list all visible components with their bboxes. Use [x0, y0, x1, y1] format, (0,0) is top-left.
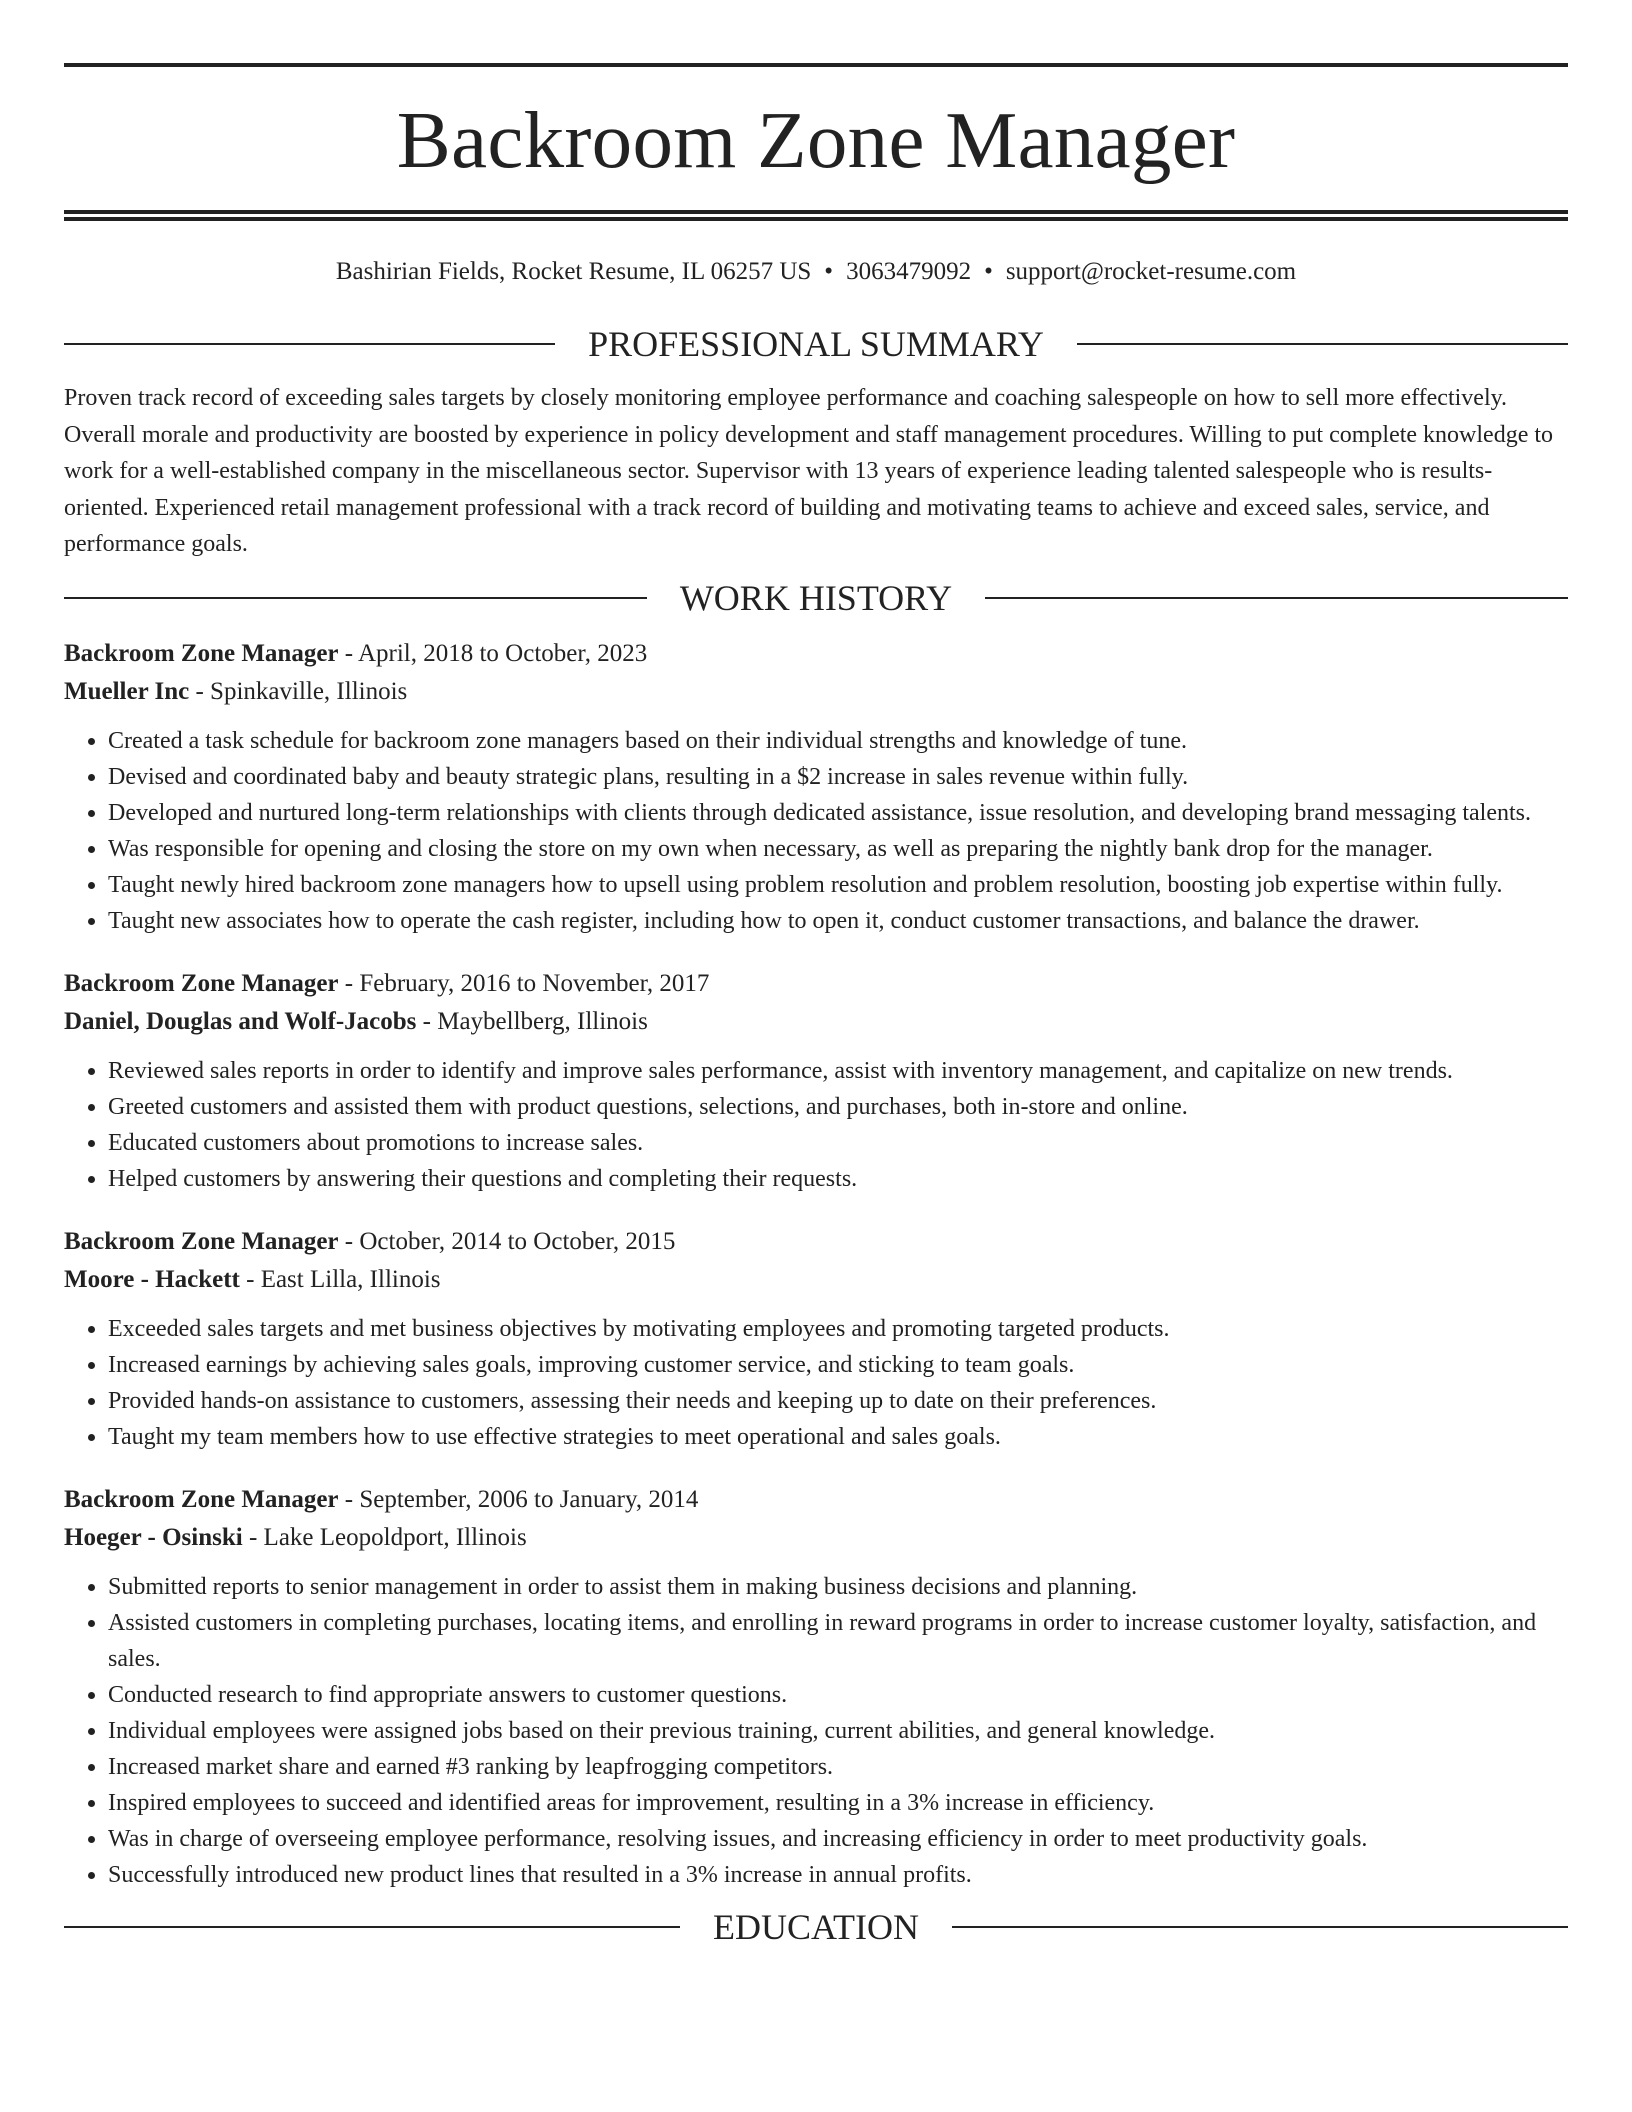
- job-bullet: • Educated customers about promotions to increase sales.: [108, 1125, 1568, 1161]
- job-company-line: Hoeger - Osinski - Lake Leopoldport, Illinois: [64, 1523, 527, 1551]
- job-bullet: • Reviewed sales reports in order to identify and improve sales performance, assist with inventory management, and capitalize on new trends.: [108, 1053, 1568, 1089]
- section-title-summary: PROFESSIONAL SUMMARY: [588, 324, 1044, 364]
- job-bullet: • Helped customers by answering their questions and completing their requests.: [108, 1161, 1568, 1197]
- job-role: Backroom Zone Manager: [64, 1227, 339, 1255]
- job-title-line: Backroom Zone Manager - February, 2016 to November, 2017: [64, 969, 710, 997]
- job-role: Backroom Zone Manager: [64, 969, 339, 997]
- job-bullet: • Conducted research to find appropriate answers to customer questions.: [108, 1677, 1568, 1713]
- section-header-summary: [64, 326, 1568, 362]
- job-bullet: • Inspired employees to succeed and identified areas for improvement, resulting in a 3% increase in efficiency.: [108, 1785, 1568, 1821]
- job-bullet: • Was in charge of overseeing employee performance, resolving issues, and increasing efficiency in order to meet productivity goals.: [108, 1821, 1568, 1857]
- job-bullet: • Greeted customers and assisted them with product questions, selections, and purchases, both in-store and online.: [108, 1089, 1568, 1125]
- contact-phone: 3063479092: [846, 258, 972, 285]
- section-rule-left: [64, 1926, 680, 1928]
- section-rule-left: [64, 343, 555, 345]
- job-entry: [64, 635, 1568, 939]
- job-entry: [64, 965, 1568, 1197]
- section-rule-right: [1077, 343, 1568, 345]
- contact-separator: •: [984, 258, 993, 285]
- job-company-line: Moore - Hackett - East Lilla, Illinois: [64, 1265, 441, 1293]
- resume-title: Backroom Zone Manager: [396, 95, 1236, 185]
- section-header-work: [64, 577, 1568, 618]
- title-double-rule: [64, 210, 1568, 221]
- job-bullet: • Devised and coordinated baby and beauty strategic plans, resulting in a $2 increase in sales revenue within fully.: [108, 759, 1568, 795]
- job-title-line: Backroom Zone Manager - October, 2014 to October, 2015: [64, 1227, 676, 1255]
- section-rule-right: [985, 597, 1568, 599]
- job-bullet-list: [64, 1311, 1568, 1455]
- job-bullet: • Taught new associates how to operate the cash register, including how to open it, conduct customer transactions, and balance the drawer.: [108, 903, 1568, 939]
- section-title-work: WORK HISTORY: [679, 577, 953, 618]
- contact-line: [64, 259, 1568, 284]
- job-location: Maybellberg, Illinois: [437, 1007, 648, 1035]
- job-entry: [64, 1223, 1568, 1455]
- job-title-line: Backroom Zone Manager - April, 2018 to October, 2023: [64, 639, 648, 667]
- job-bullet-list: [64, 723, 1568, 939]
- job-company: Daniel, Douglas and Wolf-Jacobs: [64, 1007, 417, 1035]
- job-dates: April, 2018 to October, 2023: [357, 639, 648, 667]
- job-bullet: • Exceeded sales targets and met business objectives by motivating employees and promoting targeted products.: [108, 1311, 1568, 1347]
- job-bullet-list: [64, 1053, 1568, 1197]
- job-role: Backroom Zone Manager: [64, 1485, 339, 1513]
- section-rule-left: [64, 597, 647, 599]
- job-bullet: • Individual employees were assigned jobs based on their previous training, current abilities, and general knowledge.: [108, 1713, 1568, 1749]
- job-bullet: • Provided hands-on assistance to customers, assessing their needs and keeping up to date on their preferences.: [108, 1383, 1568, 1419]
- top-rule: [64, 63, 1568, 67]
- job-location: Lake Leopoldport, Illinois: [263, 1523, 527, 1551]
- job-bullet: • Taught newly hired backroom zone managers how to upsell using problem resolution and problem resolution, boosting job expertise within fully.: [108, 867, 1568, 903]
- job-dates: October, 2014 to October, 2015: [359, 1227, 676, 1255]
- job-company: Moore - Hackett: [64, 1265, 240, 1293]
- section-rule-right: [952, 1926, 1568, 1928]
- job-company-line: Daniel, Douglas and Wolf-Jacobs - Maybellberg, Illinois: [64, 1007, 648, 1035]
- job-company: Mueller Inc: [64, 677, 190, 705]
- job-bullet: • Increased earnings by achieving sales goals, improving customer service, and sticking to team goals.: [108, 1347, 1568, 1383]
- job-entry: [64, 1481, 1568, 1893]
- contact-address: Bashirian Fields, Rocket Resume, IL 06257 US: [335, 258, 812, 285]
- job-location: East Lilla, Illinois: [260, 1265, 441, 1293]
- job-company: Hoeger - Osinski: [64, 1523, 243, 1551]
- job-location: Spinkaville, Illinois: [210, 677, 408, 705]
- job-bullet: • Developed and nurtured long-term relationships with clients through dedicated assistance, issue resolution, and developing brand messaging talents.: [108, 795, 1568, 831]
- job-bullet-list: [64, 1569, 1568, 1893]
- work-history-list: [64, 635, 1568, 1893]
- section-title-education: EDUCATION: [713, 1906, 919, 1947]
- contact-separator: •: [824, 258, 834, 285]
- job-bullet: • Submitted reports to senior management in order to assist them in making business decisions and planning.: [108, 1569, 1568, 1605]
- contact-email: support@rocket-resume.com: [1005, 258, 1297, 285]
- job-bullet: • Successfully introduced new product lines that resulted in a 3% increase in annual profits.: [108, 1857, 1568, 1893]
- job-role: Backroom Zone Manager: [64, 639, 339, 667]
- job-title-line: Backroom Zone Manager - September, 2006 to January, 2014: [64, 1485, 699, 1513]
- job-bullet: • Increased market share and earned #3 ranking by leapfrogging competitors.: [108, 1749, 1568, 1785]
- summary-paragraph: Proven track record of exceeding sales targets by closely monitoring employee performance and coaching salespeople on how to sell more effectively. Overall morale and productivity are boosted by experience in policy development and staff management procedures. Willing to put complete knowledge to work for a well-established company in the miscellaneous sector. Supervisor with 13 years of experience leading talented salespeople who is results-oriented. Experienced retail management professional with a track record of building and motivating teams to achieve and exceed sales, service, and performance goals.: [64, 385, 1554, 557]
- job-bullet: • Taught my team members how to use effective strategies to meet operational and sales goals.: [108, 1419, 1568, 1455]
- job-bullet: • Was responsible for opening and closing the store on my own when necessary, as well as preparing the nightly bank drop for the manager.: [108, 831, 1568, 867]
- job-dates: September, 2006 to January, 2014: [359, 1485, 699, 1513]
- job-bullet: • Created a task schedule for backroom zone managers based on their individual strengths and knowledge of tune.: [108, 723, 1568, 759]
- job-bullet: • Assisted customers in completing purchases, locating items, and enrolling in reward programs in order to increase customer loyalty, satisfaction, and sales.: [108, 1605, 1568, 1677]
- section-header-education: [64, 1906, 1568, 1947]
- job-company-line: Mueller Inc - Spinkaville, Illinois: [64, 677, 408, 705]
- job-dates: February, 2016 to November, 2017: [359, 969, 710, 997]
